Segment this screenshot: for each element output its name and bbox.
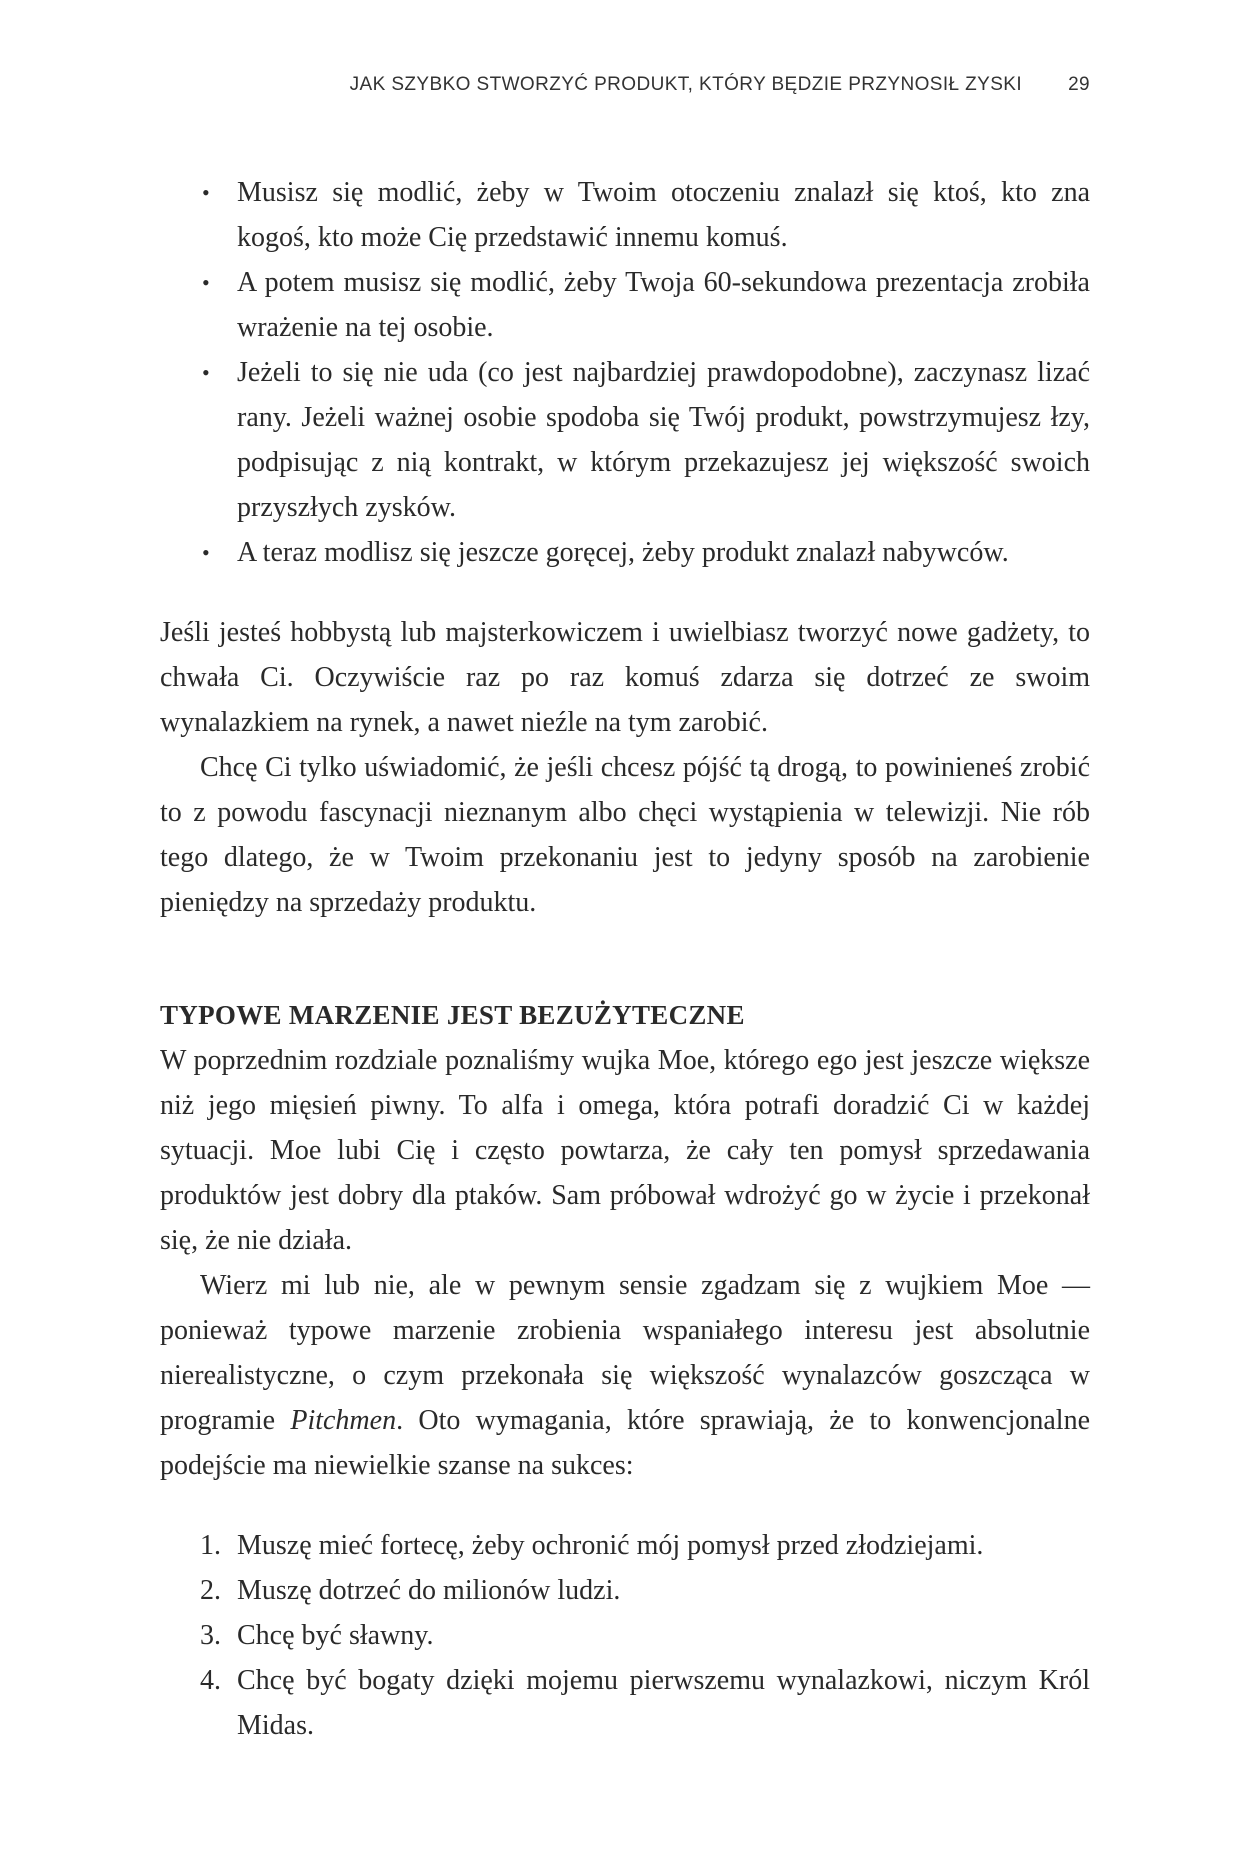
bullet-text: Musisz się modlić, żeby w Twoim otoczeniu znalazł się ktoś, kto zna kogoś, kto może Cię przedstawić innemu komuś. xyxy=(237,177,1090,253)
numbered-item xyxy=(160,1568,1090,1613)
numbered-list xyxy=(160,1523,1090,1748)
bullet-item xyxy=(160,170,1090,260)
body-paragraph: W poprzednim rozdziale poznaliśmy wujka Moe, którego ego jest jeszcze większe niż jego mięsień piwny. To alfa i omega, która potrafi doradzić Ci w każdej sytuacji. Moe lubi Cię i często powtarza, że cały ten pomysł sprzedawania produktów jest dobry dla ptaków. Sam próbował wdrożyć go w życie i przekonał się, że nie działa. xyxy=(160,1045,1090,1256)
paragraph-text: Wierz mi lub nie, ale w pewnym sensie zgadzam się z wujkiem Moe — ponieważ typowe marzenie zrobienia wspaniałego interesu jest absolutnie nierealistyczne, o czym przekonała się większość wynalazców goszcząca w programie xyxy=(160,1270,1090,1436)
item-number: 4. xyxy=(200,1665,221,1696)
bullet-marker: • xyxy=(202,360,210,385)
numbered-item xyxy=(160,1658,1090,1748)
bullet-marker: • xyxy=(202,540,210,565)
bullet-marker: • xyxy=(202,270,210,295)
program-title: Pitchmen xyxy=(290,1405,397,1436)
bullet-text: Jeżeli to się nie uda (co jest najbardziej prawdopodobne), zaczynasz lizać rany. Jeżeli ważnej osobie spodoba się Twój produkt, powstrzymujesz łzy, podpisując z nią kontrakt, w którym przekazujesz jej większość swoich przyszłych zysków. xyxy=(237,357,1090,523)
item-text: Chcę być sławny. xyxy=(237,1620,434,1651)
bullet-item xyxy=(160,260,1090,350)
item-number: 2. xyxy=(200,1575,221,1606)
item-text: Chcę być bogaty dzięki mojemu pierwszemu wynalazkowi, niczym Król Midas. xyxy=(237,1665,1090,1741)
running-header xyxy=(300,74,1090,96)
item-text: Muszę mieć fortecę, żeby ochronić mój pomysł przed złodziejami. xyxy=(237,1530,984,1561)
bullet-list xyxy=(160,170,1090,575)
running-title: JAK SZYBKO STWORZYĆ PRODUKT, KTÓRY BĘDZIE PRZYNOSIŁ ZYSKI xyxy=(349,74,1023,95)
page-body xyxy=(160,170,1090,1748)
item-number: 1. xyxy=(200,1530,221,1561)
section-heading: TYPOWE MARZENIE JEST BEZUŻYTECZNE xyxy=(160,1000,745,1030)
bullet-item xyxy=(160,530,1090,575)
bullet-marker: • xyxy=(202,180,210,205)
body-paragraph xyxy=(160,1263,1090,1488)
body-paragraph: Jeśli jesteś hobbystą lub majsterkowiczem i uwielbiasz tworzyć nowe gadżety, to chwała Ci. Oczywiście raz po raz komuś zdarza się dotrzeć ze swoim wynalazkiem na rynek, a nawet nieźle na tym zarobić. xyxy=(160,617,1090,738)
item-number: 3. xyxy=(200,1620,221,1651)
body-paragraph: Chcę Ci tylko uświadomić, że jeśli chcesz pójść tą drogą, to powinieneś zrobić to z powodu fascynacji nieznanym albo chęci wystąpienia w telewizji. Nie rób tego dlatego, że w Twoim przekonaniu jest to jedyny sposób na zarobienie pieniędzy na sprzedaży produktu. xyxy=(160,752,1090,918)
bullet-text: A teraz modlisz się jeszcze goręcej, żeby produkt znalazł nabywców. xyxy=(237,537,1009,568)
numbered-item xyxy=(160,1613,1090,1658)
paragraph-text: . Oto wymagania, które sprawiają, że to konwencjonalne podejście ma niewielkie szanse na sukces: xyxy=(160,1405,1090,1481)
bullet-item xyxy=(160,350,1090,530)
page-number: 29 xyxy=(1068,74,1090,95)
bullet-text: A potem musisz się modlić, żeby Twoja 60-sekundowa prezentacja zrobiła wrażenie na tej osobie. xyxy=(237,267,1090,343)
item-text: Muszę dotrzeć do milionów ludzi. xyxy=(237,1575,621,1606)
numbered-item xyxy=(160,1523,1090,1568)
